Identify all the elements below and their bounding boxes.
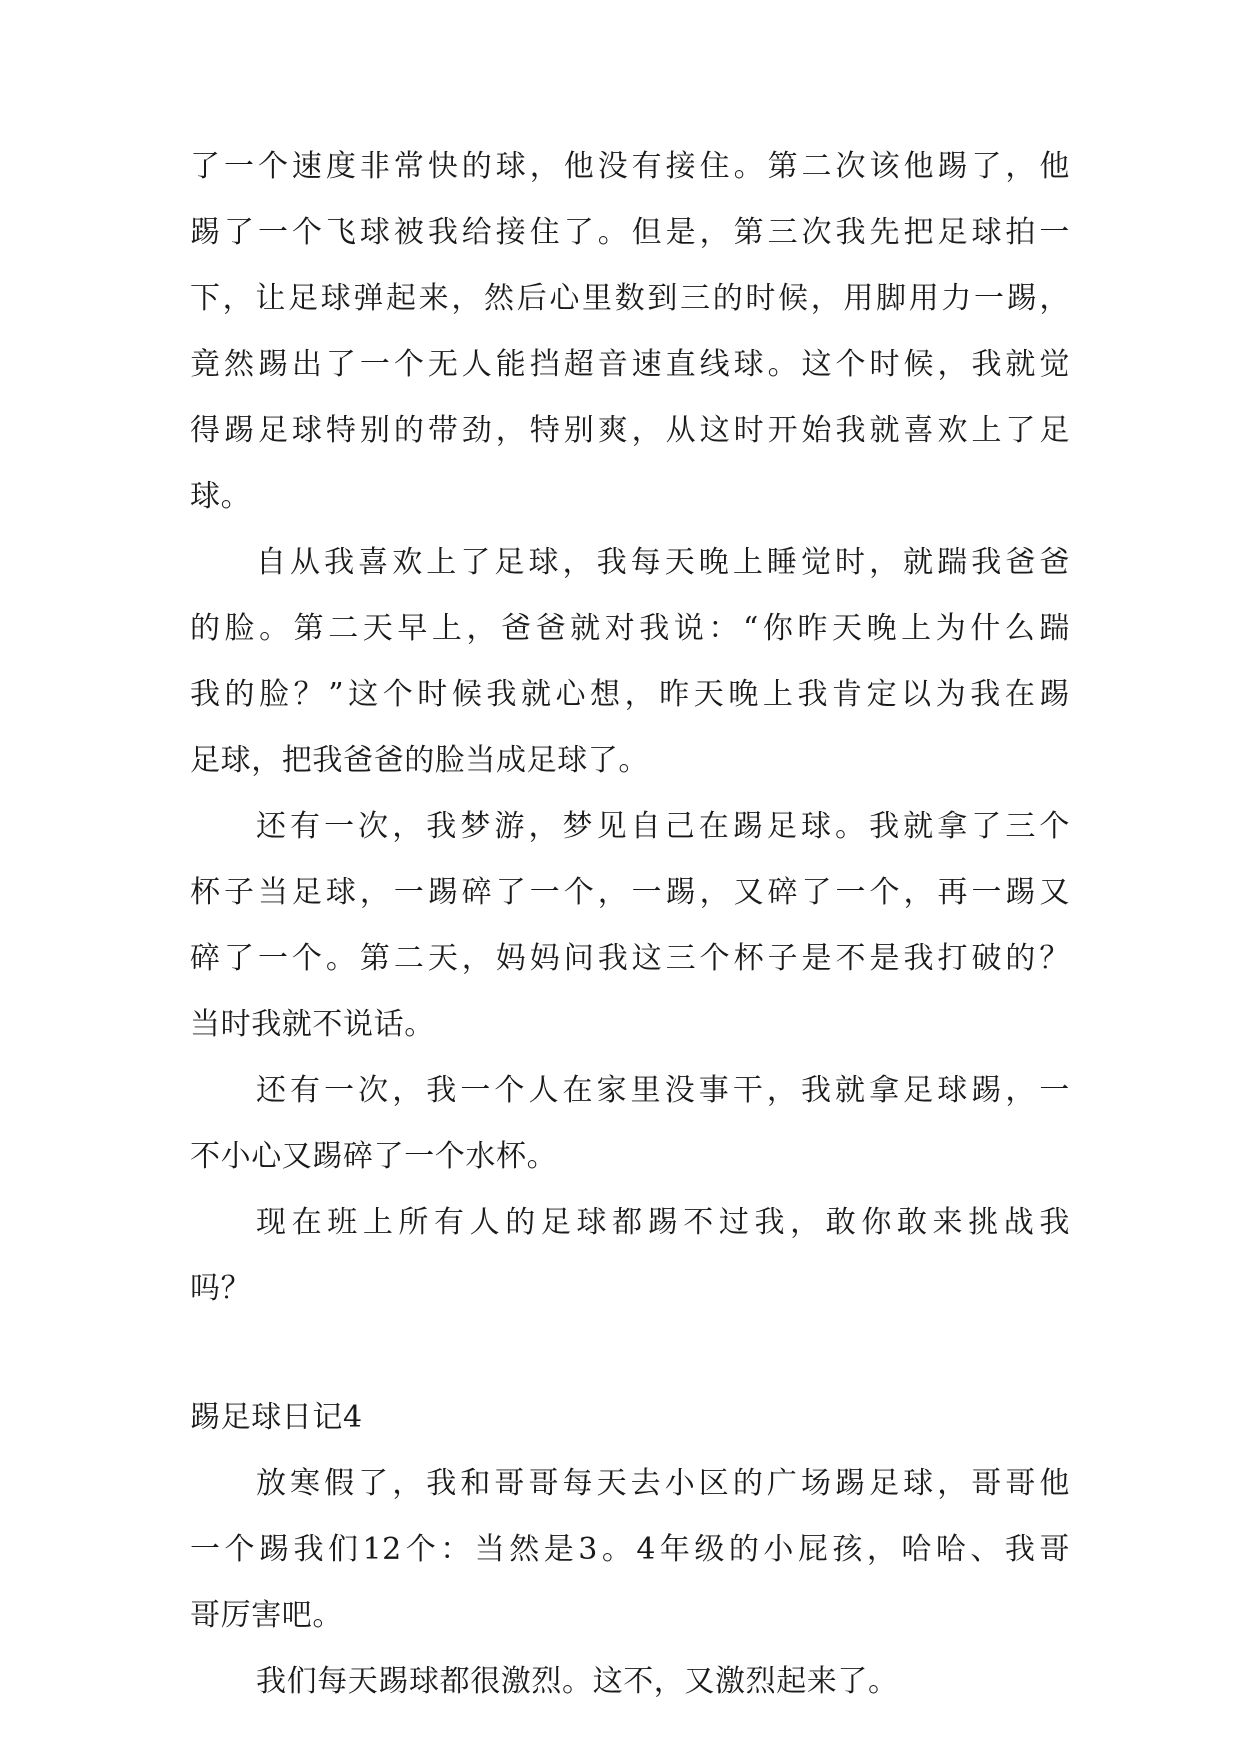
paragraph-first-line: 自从我喜欢上了足球，我每天晚上睡觉时，就踹我爸爸 xyxy=(256,545,1070,580)
paragraph-line: 一个踢我们12个：当然是3。4年级的小屁孩，哈哈、我哥 xyxy=(190,1532,1070,1567)
paragraph-line: 的脸。第二天早上，爸爸就对我说：“你昨天晚上为什么踹 xyxy=(190,611,1070,646)
paragraph-line: 哥厉害吧。 xyxy=(190,1598,343,1633)
paragraph-first-line: 放寒假了，我和哥哥每天去小区的广场踢足球，哥哥他 xyxy=(256,1466,1070,1501)
paragraph-line: 足球，把我爸爸的脸当成足球了。 xyxy=(190,743,649,778)
paragraph-first-line: 还有一次，我梦游，梦见自己在踢足球。我就拿了三个 xyxy=(256,809,1070,844)
paragraph-line: 竟然踢出了一个无人能挡超音速直线球。这个时候，我就觉 xyxy=(190,347,1070,382)
paragraph-line: 杯子当足球，一踢碎了一个，一踢，又碎了一个，再一踢又 xyxy=(190,875,1070,910)
paragraph-line: 吗？ xyxy=(190,1271,252,1306)
paragraph-line: 下，让足球弹起来，然后心里数到三的时候，用脚用力一踢， xyxy=(190,281,1070,316)
paragraph-line: 了一个速度非常快的球，他没有接住。第二次该他踢了，他 xyxy=(190,149,1070,184)
paragraph-line: 得踢足球特别的带劲，特别爽，从这时开始我就喜欢上了足 xyxy=(190,413,1070,448)
paragraph-first-line: 现在班上所有人的足球都踢不过我，敢你敢来挑战我 xyxy=(256,1205,1070,1240)
paragraph-first-line: 还有一次，我一个人在家里没事干，我就拿足球踢，一 xyxy=(256,1073,1070,1108)
paragraph-line: 踢了一个飞球被我给接住了。但是，第三次我先把足球拍一 xyxy=(190,215,1070,250)
paragraph-line: 不小心又踢碎了一个水杯。 xyxy=(190,1139,558,1174)
paragraph-line: 当时我就不说话。 xyxy=(190,1007,435,1042)
section-heading: 踢足球日记4 xyxy=(190,1400,363,1435)
paragraph-line: 碎了一个。第二天，妈妈问我这三个杯子是不是我打破的？ xyxy=(190,941,1070,976)
paragraph-line: 我的脸？”这个时候我就心想，昨天晚上我肯定以为我在踢 xyxy=(190,677,1070,712)
paragraph-line: 球。 xyxy=(190,479,252,514)
paragraph-first-line: 我们每天踢球都很激烈。这不，又激烈起来了。 xyxy=(256,1664,899,1699)
